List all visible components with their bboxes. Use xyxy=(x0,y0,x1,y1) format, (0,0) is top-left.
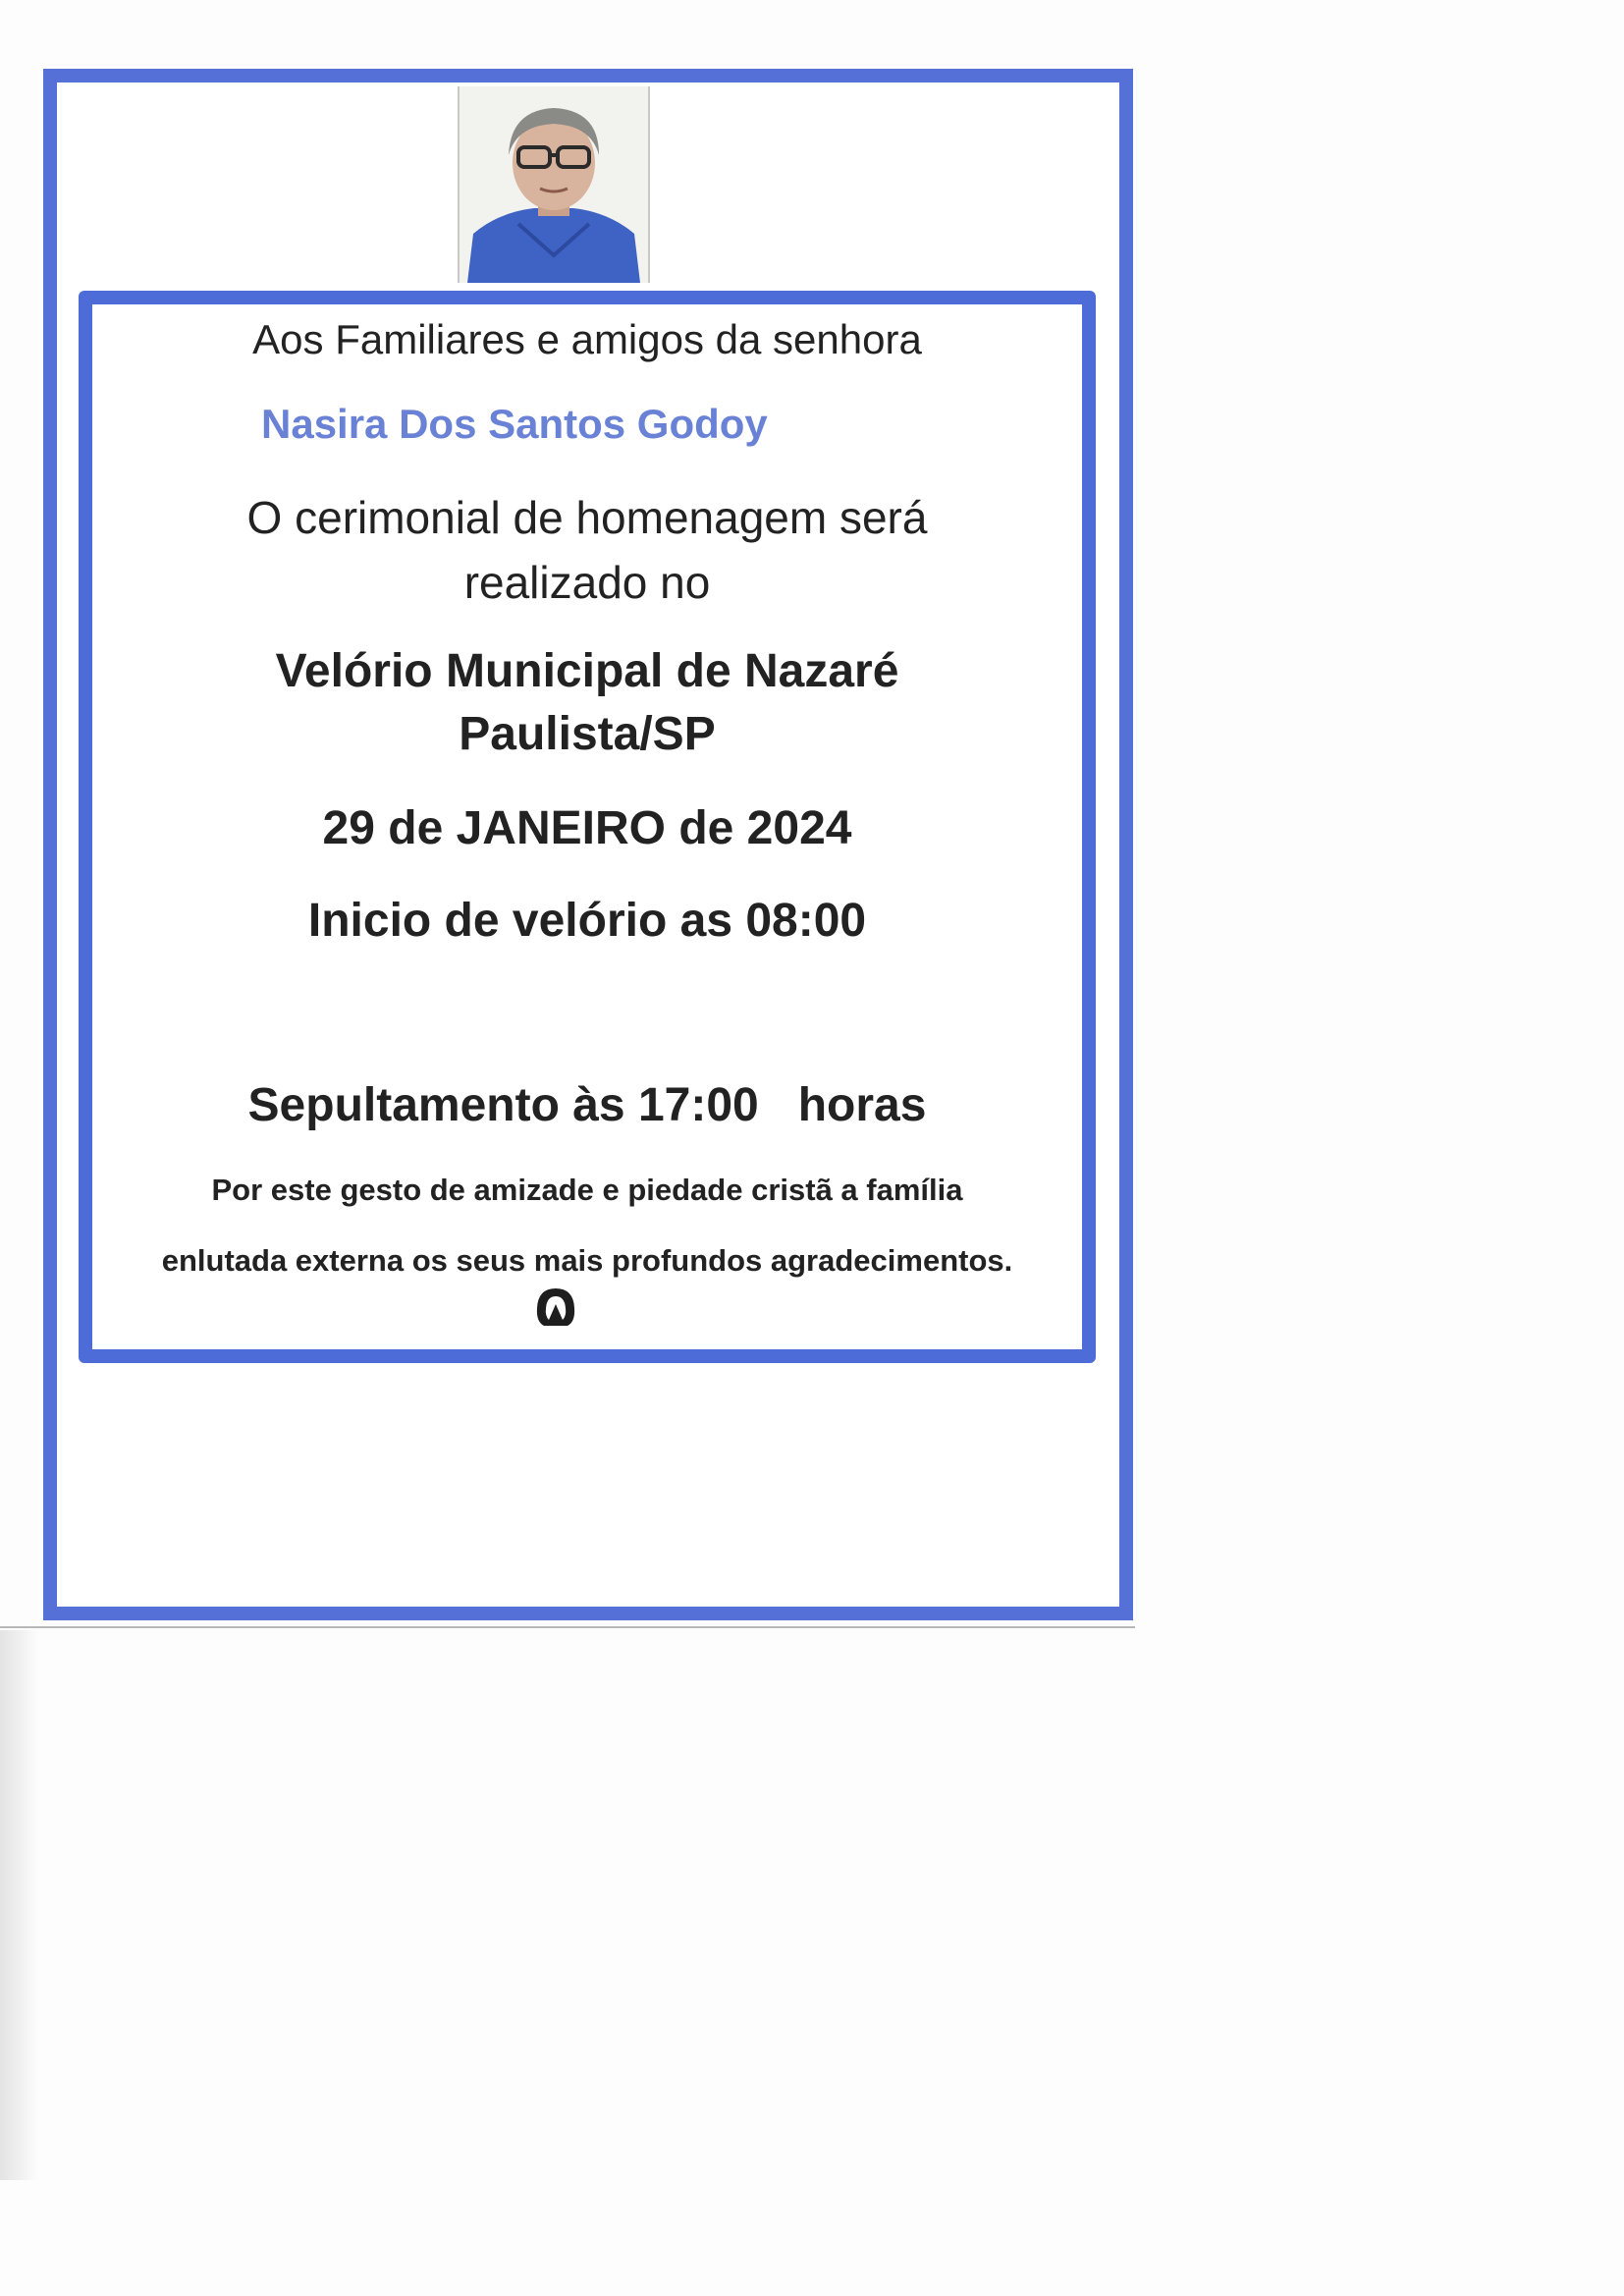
venue-line-2: Paulista/SP xyxy=(459,708,716,760)
scan-rule xyxy=(0,1626,1135,1628)
date-text: 29 de JANEIRO de 2024 xyxy=(322,802,852,854)
intro-text: Aos Familiares e amigos da senhora xyxy=(252,316,922,362)
scan-edge-shadow xyxy=(0,1630,39,2180)
burial-text: Sepultamento às 17:00 horas xyxy=(247,1079,927,1131)
venue-line-1: Velório Municipal de Nazaré xyxy=(275,645,899,697)
thanks-line-1: Por este gesto de amizade e piedade cristã a família xyxy=(211,1173,963,1207)
portrait-photo-drawing xyxy=(460,86,648,283)
thanks-line-2: enlutada externa os seus mais profundos agradecimentos. xyxy=(161,1243,1013,1278)
ceremony-text xyxy=(79,485,1096,615)
portrait-photo xyxy=(458,86,650,283)
ceremony-line-2: realizado no xyxy=(463,557,711,608)
deceased-name: Nasira Dos Santos Godoy xyxy=(261,401,768,447)
cross-icon xyxy=(534,1286,577,1328)
ceremony-line-1: O cerimonial de homenagem será xyxy=(246,492,928,543)
wake-start-text: Inicio de velório as 08:00 xyxy=(307,895,867,947)
venue-text xyxy=(79,640,1096,766)
